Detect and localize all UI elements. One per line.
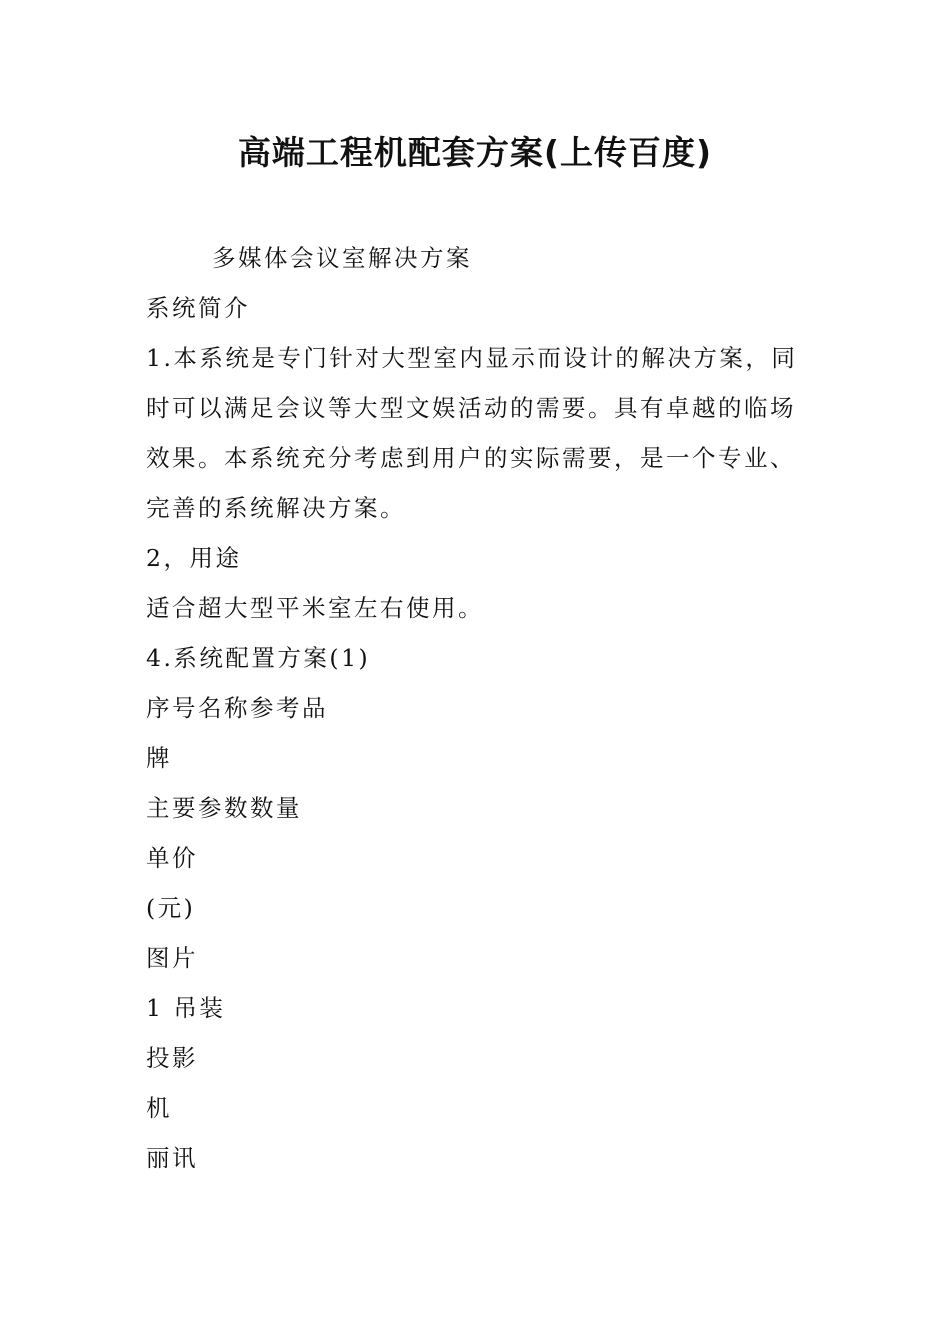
- table-header-line: 主要参数数量: [146, 794, 302, 822]
- table-header-line: 图片: [146, 944, 198, 972]
- table-cell-line: 丽讯: [146, 1144, 198, 1172]
- paragraph-line: 时可以满足会议等大型文娱活动的需要。具有卓越的临场: [146, 394, 796, 422]
- document-title: 高端工程机配套方案(上传百度): [237, 133, 713, 172]
- table-cell-line: 投影: [146, 1044, 198, 1072]
- paragraph-line: 1.本系统是专门针对大型室内显示而设计的解决方案，同: [146, 344, 798, 372]
- document-body: [146, 233, 808, 1183]
- table-header-line: 序号名称参考品: [146, 694, 328, 722]
- section-heading-config: 4.系统配置方案(1): [146, 644, 371, 672]
- section-heading-usage: 2，用途: [146, 544, 242, 572]
- paragraph-line: 完善的系统解决方案。: [146, 494, 406, 522]
- document-subtitle: 多媒体会议室解决方案: [212, 244, 472, 272]
- paragraph-line: 效果。本系统充分考虑到用户的实际需要，是一个专业、: [146, 444, 796, 472]
- paragraph-line: 适合超大型平米室左右使用。: [146, 594, 484, 622]
- table-cell-line: 机: [146, 1094, 172, 1122]
- section-heading-intro: 系统简介: [146, 294, 250, 322]
- table-header-line: 牌: [146, 744, 172, 772]
- table-header-line: 单价: [146, 844, 198, 872]
- table-header-line: (元): [146, 894, 196, 922]
- table-cell-line: 1 吊装: [146, 994, 226, 1022]
